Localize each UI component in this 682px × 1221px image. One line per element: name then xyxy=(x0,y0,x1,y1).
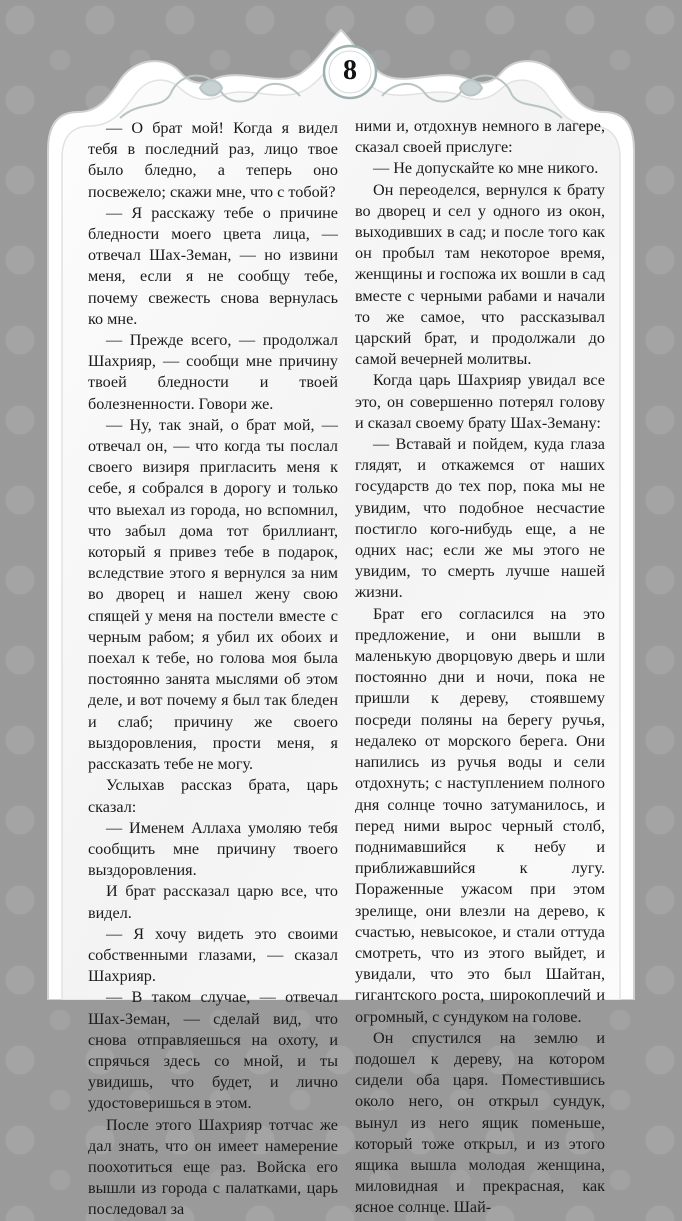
paragraph: ними и, отдохнув немного в лагере, сказал своей прислуге: xyxy=(355,117,605,157)
paragraph: — Я расскажу тебе о причине бледности моего цвета лица, — отвечал Шах-Земан, — но извини меня, если я не сообщу тебе, почему свежесть снова вернулась ко мне. xyxy=(88,203,338,328)
paragraph: — О брат мой! Когда я видел тебя в последний раз, лицо твое было бледно, а теперь оно посвежело; скажи мне, что с тобой? xyxy=(88,119,338,201)
paragraph: И брат рассказал царю все, что видел. xyxy=(88,882,338,922)
paragraph: Он спустился на землю и подошел к дереву, на котором сидели оба царя. Поместившись около него, он открыл сундук, вынул из него ящик поменьше, который тоже открыл, и из этого ящика вышла молодая женщина, миловидная и прекрасная, как ясное солнце. Шай- xyxy=(355,1028,605,1217)
paragraph: — Ну, так знай, о брат мой, — отвечал он, — что когда ты послал своего визиря пригласить меня к себе, я собрался в дорогу и только что выехал из города, но вспомнил, что забыл дома тот бриллиант, который я привез тебе в подарок, вследствие этого я вернулся за ним во дворец и нашел жену свою спящей у меня на постели вместе с черным рабом; я убил их обоих и поехал к тебе, но голова моя была постоянно занята мыслями об этом деле, и вот почему я был так бледен и слаб; причину же своего выздоровления, прости меня, я рассказать тебе не могу. xyxy=(88,415,338,774)
right-text-column xyxy=(355,116,605,1219)
paragraph: После этого Шахрияр тотчас же дал знать, что он имеет намерение поохотиться еще раз. Войска его вышли из города с палатками, царь последовал за xyxy=(88,1115,338,1219)
paragraph: — Прежде всего, — продолжал Шахрияр, — сообщи мне причину твоей бледности и твоей болезненности. Говори же. xyxy=(88,331,338,413)
paragraph: — Вставай и пойдем, куда глаза глядят, и откажемся от наших государств до тех пор, пока мы не увидим, что подобное несчастие постигло кого-нибудь еще, а не одних нас; если же мы этого не увидим, то смерть лучше нашей жизни. xyxy=(355,435,605,602)
paragraph: — Не допускайте ко мне никого. xyxy=(373,159,599,178)
paragraph: — Я хочу видеть это своими собственными глазами, — сказал Шахрияр. xyxy=(88,924,338,986)
paragraph: — В таком случае, — отвечал Шах-Земан, — сделай вид, что снова отправляешься на охоту, и спрячься здесь со мной, и ты увидишь, что будет, и лично удостоверишься в этом. xyxy=(88,988,338,1113)
page-number: 8 xyxy=(343,55,357,86)
paragraph: Когда царь Шахрияр увидал все это, он совершенно потерял голову и сказал своему брату Шах-Земану: xyxy=(355,371,605,432)
paragraph: Брат его согласился на это предложение, и они вышли в маленькую дворцовую дверь и шли постоянно дни и ночи, пока не пришли к дереву, стоявшему посреди поляны на берегу ручья, недалеко от морского берега. Они напились из ручья воды и сели отдохнуть; с наступлением полного дня солнце точно затуманилось, и перед ними вырос черный столб, поднимавшийся к небу и приближавшийся к лугу. Пораженные ужасом при этом зрелище, они влезли на дерево, к счастью, невысокое, и стали оттуда смотреть, что из этого выйдет, и увидали, что это был Шайтан, гигантского роста, широкоплечий и огромный, с сундуком на голове. xyxy=(355,604,605,1026)
paragraph: Он переоделся, вернулся к брату во дворец и сел у одного из окон, выходивших в сад; и после того как он пробыл там некоторое время, женщины и госпожа их вошли в сад вместе с черными рабами и начали то же самое, что рассказывал царский брат, и продолжали до самой вечерней молитвы. xyxy=(355,180,605,369)
left-text-column xyxy=(88,118,338,1221)
paragraph: Услыхав рассказ брата, царь сказал: xyxy=(88,776,338,816)
paragraph: — Именем Аллаха умоляю тебя сообщить мне причину твоего выздоровления. xyxy=(88,818,338,880)
